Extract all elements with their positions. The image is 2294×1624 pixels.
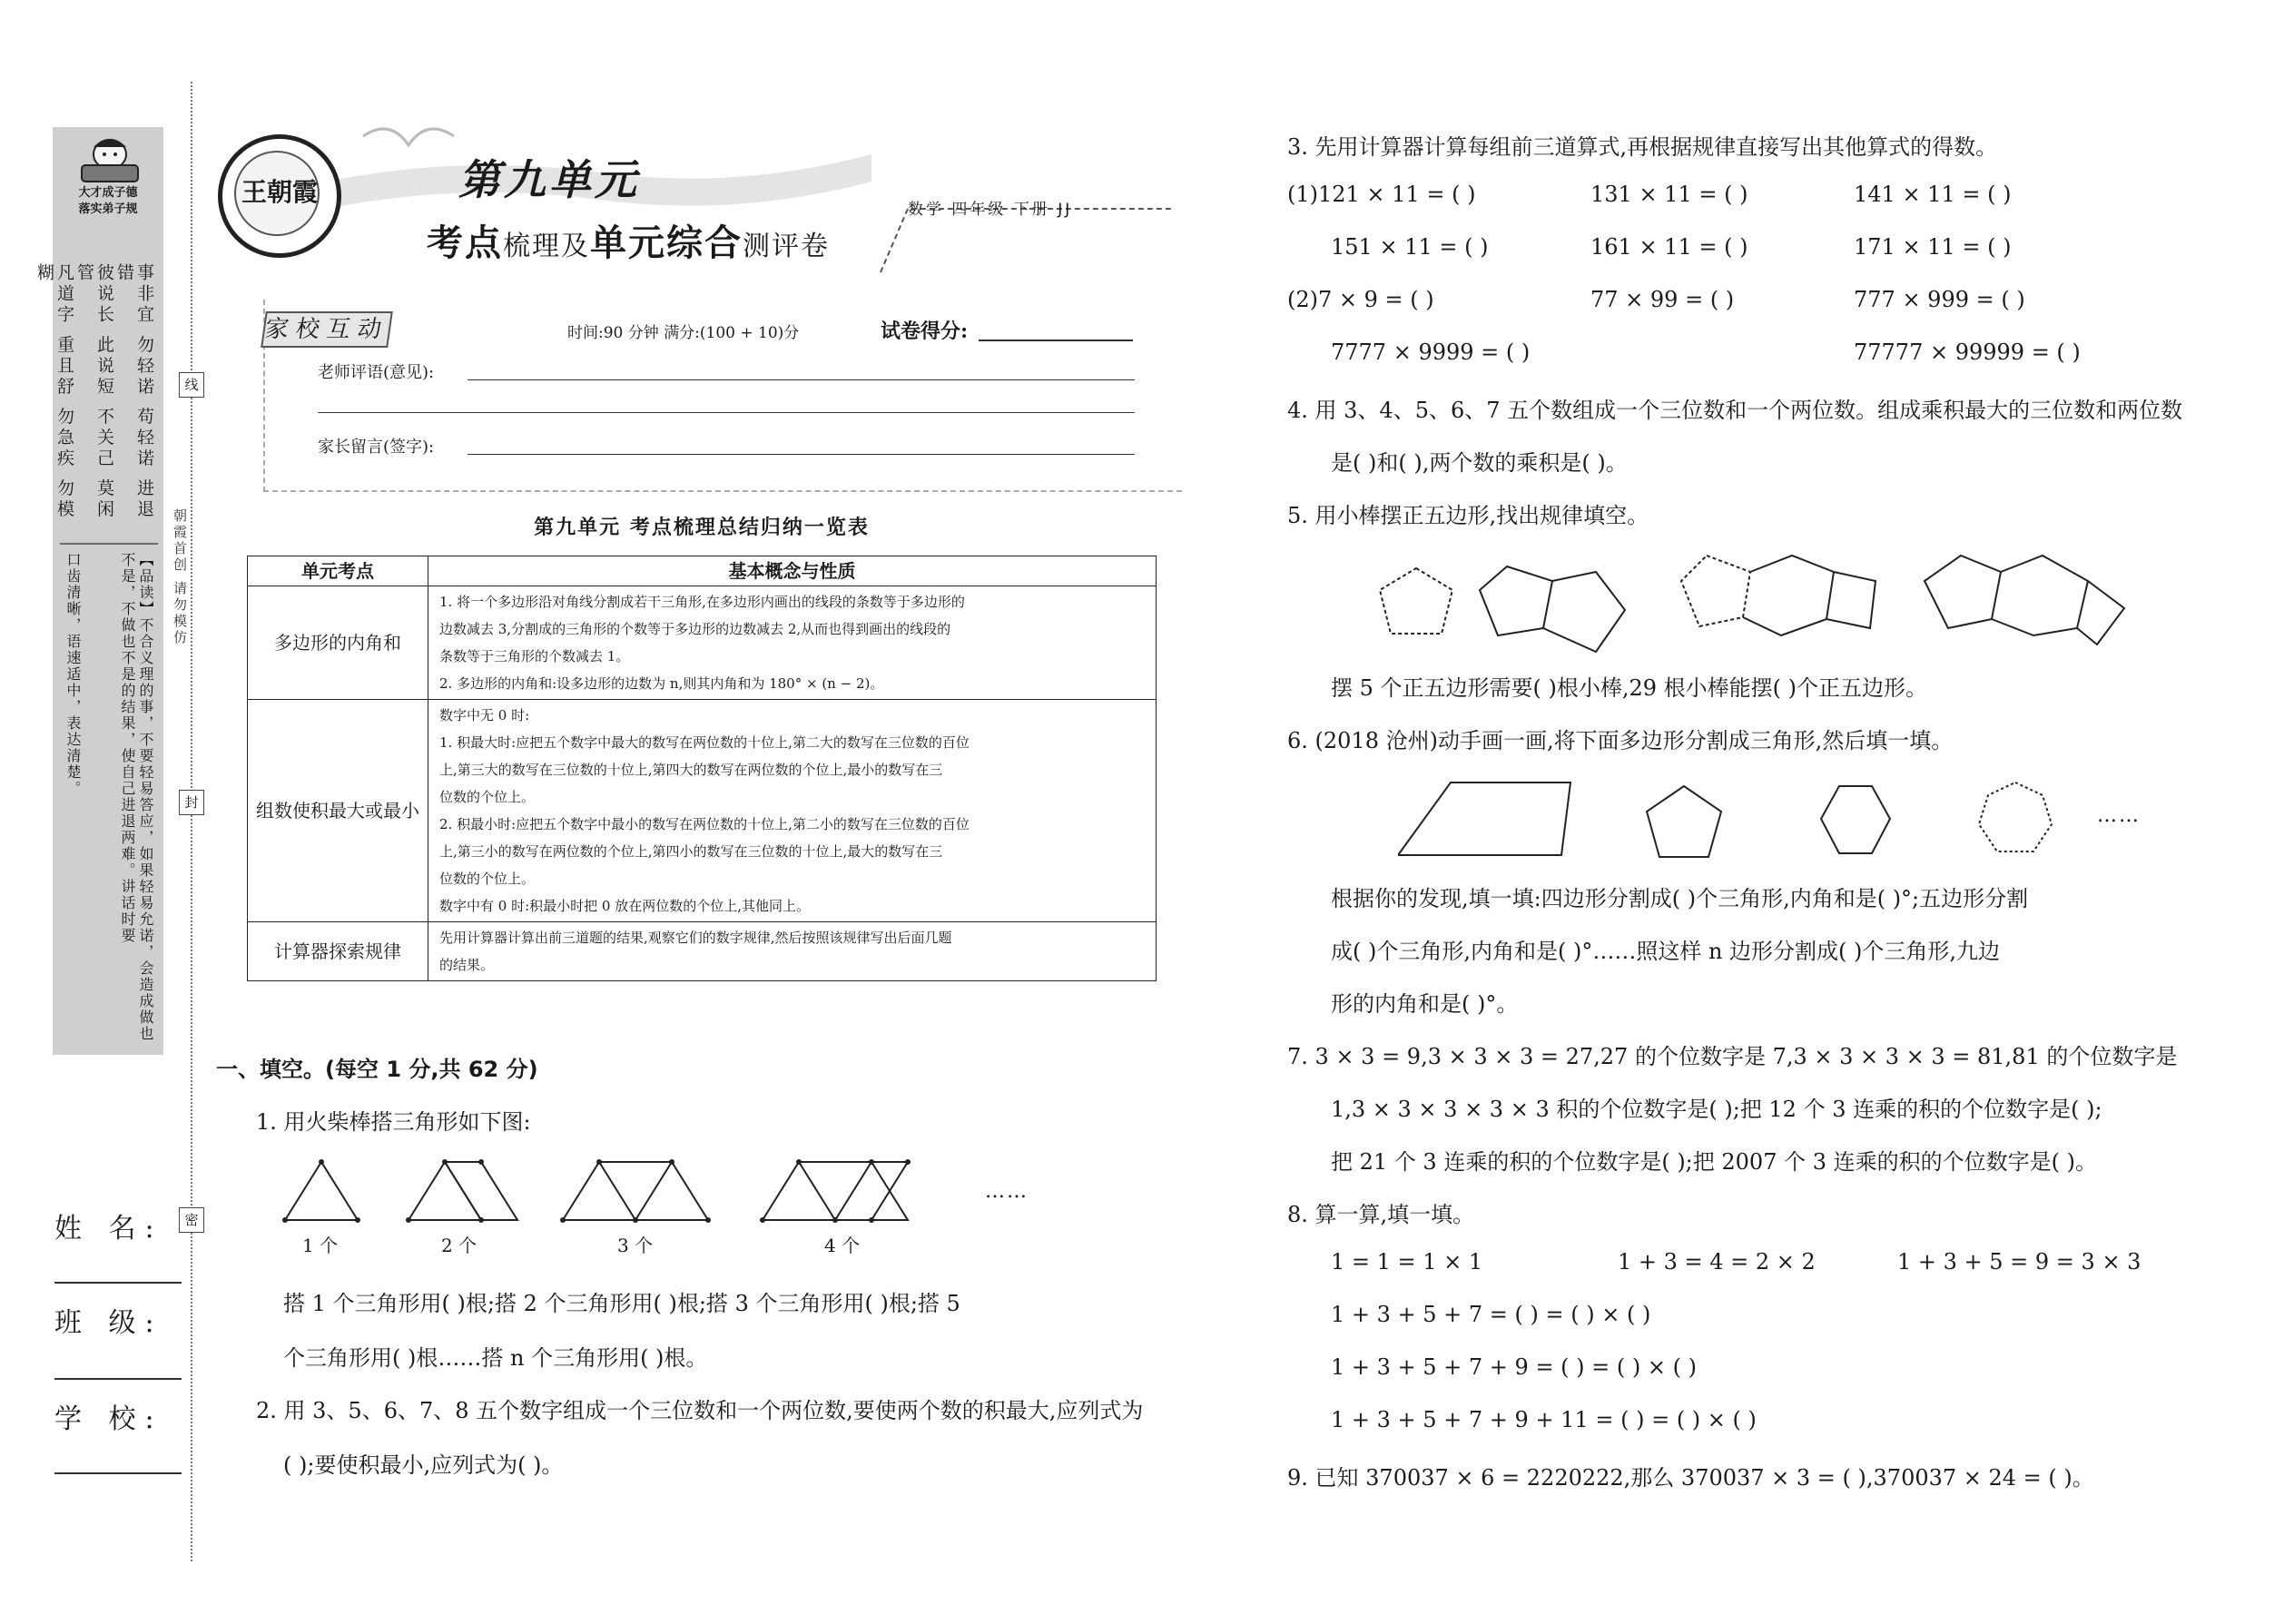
q1-line: 个三角形用( )根……搭 n 个三角形用( )根。 bbox=[283, 1345, 708, 1371]
table-topic: 组数使积最大或最小 bbox=[248, 700, 428, 922]
table-content bbox=[428, 586, 1157, 700]
table-line: 2. 多边形的内角和:设多边形的边数为 n,则其内角和为 180° × (n − 2)。 bbox=[439, 675, 884, 692]
paper-subtitle bbox=[427, 214, 830, 266]
table-topic: 计算器探索规律 bbox=[248, 922, 428, 981]
table-line: 2. 积最小时:应把五个数字中最小的数写在两位数的十位上,第二小的数写在三位数的百位 bbox=[439, 816, 970, 832]
q4-line: 是( )和( ),两个数的乘积是( )。 bbox=[1331, 450, 1628, 476]
table-row bbox=[248, 586, 1157, 700]
q1-line: 搭 1 个三角形用( )根;搭 2 个三角形用( )根;搭 3 个三角形用( )根;搭 5 bbox=[283, 1291, 960, 1316]
logo-text: 王朝霞 bbox=[241, 177, 318, 207]
table-topic: 多边形的内角和 bbox=[248, 586, 428, 700]
cut-mark-secret: 密 bbox=[179, 1207, 204, 1233]
q2-line: 2. 用 3、5、6、7、8 五个数字组成一个三位数和一个两位数,要使两个数的积最大,应列式为 bbox=[256, 1398, 1144, 1423]
q6-title: 6. (2018 沧州)动手画一画,将下面多边形分割成三角形,然后填一填。 bbox=[1287, 728, 1954, 753]
table-line: 1. 将一个多边形沿对角线分割成若干三角形,在多边形内画出的线段的条数等于多边形的 bbox=[439, 594, 965, 610]
q3-expr: 161 × 11 = ( ) bbox=[1590, 234, 1748, 260]
name-label: 姓 名: bbox=[54, 1213, 163, 1245]
teacher-comment-label: 老师评语(意见): bbox=[318, 363, 435, 382]
matchstick-triangles-figure bbox=[272, 1155, 962, 1236]
rules-column: 凡道字 重且舒 勿急疾 勿模糊 bbox=[34, 263, 74, 521]
q3-title: 3. 先用计算器计算每组前三道算式,再根据规律直接写出其他算式的得数。 bbox=[1287, 134, 1998, 160]
q9-line: 9. 已知 370037 × 6 = 2220222,那么 370037 × 3 = ( ),370037 × 24 = ( )。 bbox=[1287, 1465, 2094, 1491]
teacher-comment-field[interactable] bbox=[468, 379, 1135, 380]
q3-expr: 777 × 999 = ( ) bbox=[1854, 287, 2025, 312]
exam-time-info: 时间:90 分钟 满分:(100 + 10)分 bbox=[567, 324, 800, 342]
q6-line: 形的内角和是( )°。 bbox=[1331, 991, 1519, 1017]
q6-line: 成( )个三角形,内角和是( )°……照这样 n 边形分割成( )个三角形,九边 bbox=[1331, 939, 2001, 964]
motto-line: 落实弟子规 bbox=[78, 202, 138, 216]
table-line: 位数的个位上。 bbox=[439, 789, 536, 805]
polygons-figure bbox=[1398, 773, 2088, 873]
sidebar-motto bbox=[60, 185, 156, 218]
q3-expr: 151 × 11 = ( ) bbox=[1331, 234, 1489, 260]
q3-expr: 77 × 99 = ( ) bbox=[1590, 287, 1735, 312]
school-label: 学 校: bbox=[54, 1403, 163, 1435]
figure-label: 3 个 bbox=[617, 1235, 654, 1256]
q7-line: 7. 3 × 3 = 9,3 × 3 × 3 = 27,27 的个位数字是 7,3 × 3 × 3 × 3 = 81,81 的个位数字是 bbox=[1287, 1044, 2178, 1069]
table-row bbox=[248, 700, 1157, 922]
subtitle-part: 考点 bbox=[427, 221, 503, 264]
figure-label: 2 个 bbox=[441, 1235, 478, 1256]
rules-column: 事非宜 勿轻诺 苟轻诺 进退错 bbox=[114, 263, 154, 521]
binding-line bbox=[191, 82, 192, 1561]
sidebar-rules bbox=[34, 263, 154, 536]
table-header-row bbox=[248, 556, 1157, 586]
table-header: 单元考点 bbox=[248, 556, 428, 586]
table-line: 上,第三大的数写在三位数的十位上,第四大的数写在两位数的个位上,最小的数写在三 bbox=[439, 762, 943, 778]
q7-line: 1,3 × 3 × 3 × 3 × 3 积的个位数字是( );把 12 个 3 连乘的积的个位数字是( ); bbox=[1331, 1097, 2102, 1122]
parent-comment-label: 家长留言(签字): bbox=[318, 438, 435, 457]
q3-expr: (1)121 × 11 = ( ) bbox=[1287, 182, 1476, 207]
subtitle-part: 梳理及 bbox=[503, 231, 590, 262]
table-line: 先用计算器计算出前三道题的结果,观察它们的数字规律,然后按照该规律写出后面几题 bbox=[439, 930, 952, 946]
teacher-comment-field-2[interactable] bbox=[318, 412, 1135, 413]
reading-column: 口齿清晰，语速适中，表达清楚。 bbox=[64, 552, 82, 797]
table-line: 边数减去 3,分割成的三角形的个数等于多边形的边数减去 2,从而也得到画出的线段的 bbox=[439, 621, 951, 637]
table-line: 条数等于三角形的个数减去 1。 bbox=[439, 648, 630, 664]
figure-label: 4 个 bbox=[824, 1235, 861, 1256]
score-label: 试卷得分: bbox=[881, 320, 969, 343]
q8-expr: 1 + 3 + 5 = 9 = 3 × 3 bbox=[1897, 1249, 2141, 1275]
class-label: 班 级: bbox=[54, 1307, 163, 1339]
section-heading: 一、填空。(每空 1 分,共 62 分) bbox=[216, 1057, 538, 1082]
cut-mark-seal: 封 bbox=[179, 790, 204, 815]
table-line: 数字中有 0 时:积最小时把 0 放在两位数的个位上,其他同上。 bbox=[439, 898, 810, 914]
q8-expr: 1 = 1 = 1 × 1 bbox=[1331, 1249, 1483, 1275]
q8-expr: 1 + 3 = 4 = 2 × 2 bbox=[1618, 1249, 1816, 1275]
table-line: 1. 积最大时:应把五个数字中最大的数写在两位数的十位上,第二大的数写在三位数的百位 bbox=[439, 734, 970, 751]
table-header: 基本概念与性质 bbox=[428, 556, 1157, 586]
table-content bbox=[428, 922, 1157, 981]
q3-expr: (2)7 × 9 = ( ) bbox=[1287, 287, 1434, 312]
parent-comment-field[interactable] bbox=[468, 454, 1135, 455]
q8-expr: 1 + 3 + 5 + 7 + 9 + 11 = ( ) = ( ) × ( ) bbox=[1331, 1407, 1757, 1432]
brand-vertical-text: 朝霞首创 请勿模仿 bbox=[172, 508, 188, 646]
q8-expr: 1 + 3 + 5 + 7 + 9 = ( ) = ( ) × ( ) bbox=[1331, 1354, 1697, 1380]
sidebar-divider bbox=[60, 543, 158, 545]
q4-line: 4. 用 3、4、5、6、7 五个数组成一个三位数和一个两位数。组成乘积最大的三位数和两位数 bbox=[1287, 398, 2183, 423]
scholar-illustration bbox=[71, 134, 149, 185]
score-field[interactable] bbox=[979, 340, 1133, 341]
summary-table-title: 第九单元 考点梳理总结归纳一览表 bbox=[534, 516, 870, 539]
cut-mark-line: 线 bbox=[179, 372, 204, 398]
q5-line: 摆 5 个正五边形需要( )根小棒,29 根小棒能摆( )个正五边形。 bbox=[1331, 675, 1928, 701]
q3-expr: 131 × 11 = ( ) bbox=[1590, 182, 1748, 207]
figure-label: 1 个 bbox=[302, 1235, 339, 1256]
q3-expr: 141 × 11 = ( ) bbox=[1854, 182, 2012, 207]
q5-title: 5. 用小棒摆正五边形,找出规律填空。 bbox=[1287, 503, 1649, 528]
table-line: 数字中无 0 时: bbox=[439, 707, 530, 723]
pentagon-sticks-figure bbox=[1362, 545, 2151, 663]
name-field[interactable] bbox=[54, 1282, 182, 1284]
q1-title: 1. 用火柴棒搭三角形如下图: bbox=[256, 1109, 531, 1135]
table-line: 的结果。 bbox=[439, 957, 495, 973]
q3-expr: 171 × 11 = ( ) bbox=[1854, 234, 2012, 260]
sidebar-reading bbox=[64, 552, 154, 1042]
q3-expr: 77777 × 99999 = ( ) bbox=[1854, 340, 2081, 365]
book-info: 数学 四年级 下册 JJ bbox=[908, 201, 1073, 219]
q2-line: ( );要使积最小,应列式为( )。 bbox=[283, 1452, 564, 1478]
q8-title: 8. 算一算,填一填。 bbox=[1287, 1202, 1475, 1227]
unit-title: 第九单元 bbox=[458, 155, 640, 204]
motto-line: 大才成子德 bbox=[78, 186, 138, 200]
ellipsis: …… bbox=[2097, 804, 2141, 827]
q3-expr: 7777 × 9999 = ( ) bbox=[1331, 340, 1531, 365]
ellipsis: …… bbox=[985, 1180, 1029, 1203]
q8-expr: 1 + 3 + 5 + 7 = ( ) = ( ) × ( ) bbox=[1331, 1302, 1651, 1327]
summary-table bbox=[247, 556, 1157, 981]
q7-line: 把 21 个 3 连乘的积的个位数字是( );把 2007 个 3 连乘的积的个位数字是( )。 bbox=[1331, 1149, 2097, 1175]
subtitle-part: 单元综合 bbox=[590, 221, 743, 264]
subtitle-part: 测评卷 bbox=[743, 231, 830, 262]
class-field[interactable] bbox=[54, 1378, 182, 1380]
reading-column: 【品读】不合义理的事，不要轻易答应，如果轻易允诺，会造成做也不是，不做也不是的结果，使自己进退两难。讲话时要 bbox=[119, 552, 154, 1042]
school-field[interactable] bbox=[54, 1472, 182, 1474]
table-line: 位数的个位上。 bbox=[439, 871, 536, 887]
table-content bbox=[428, 700, 1157, 922]
table-row bbox=[248, 922, 1157, 981]
table-line: 上,第三小的数写在两位数的个位上,第四小的数写在三位数的十位上,最大的数写在三 bbox=[439, 843, 943, 860]
q6-line: 根据你的发现,填一填:四边形分割成( )个三角形,内角和是( )°;五边形分割 bbox=[1331, 886, 2029, 911]
home-school-badge: 家校互动 bbox=[261, 311, 393, 348]
rules-column: 彼说长 此说短 不关己 莫闲管 bbox=[74, 263, 114, 521]
